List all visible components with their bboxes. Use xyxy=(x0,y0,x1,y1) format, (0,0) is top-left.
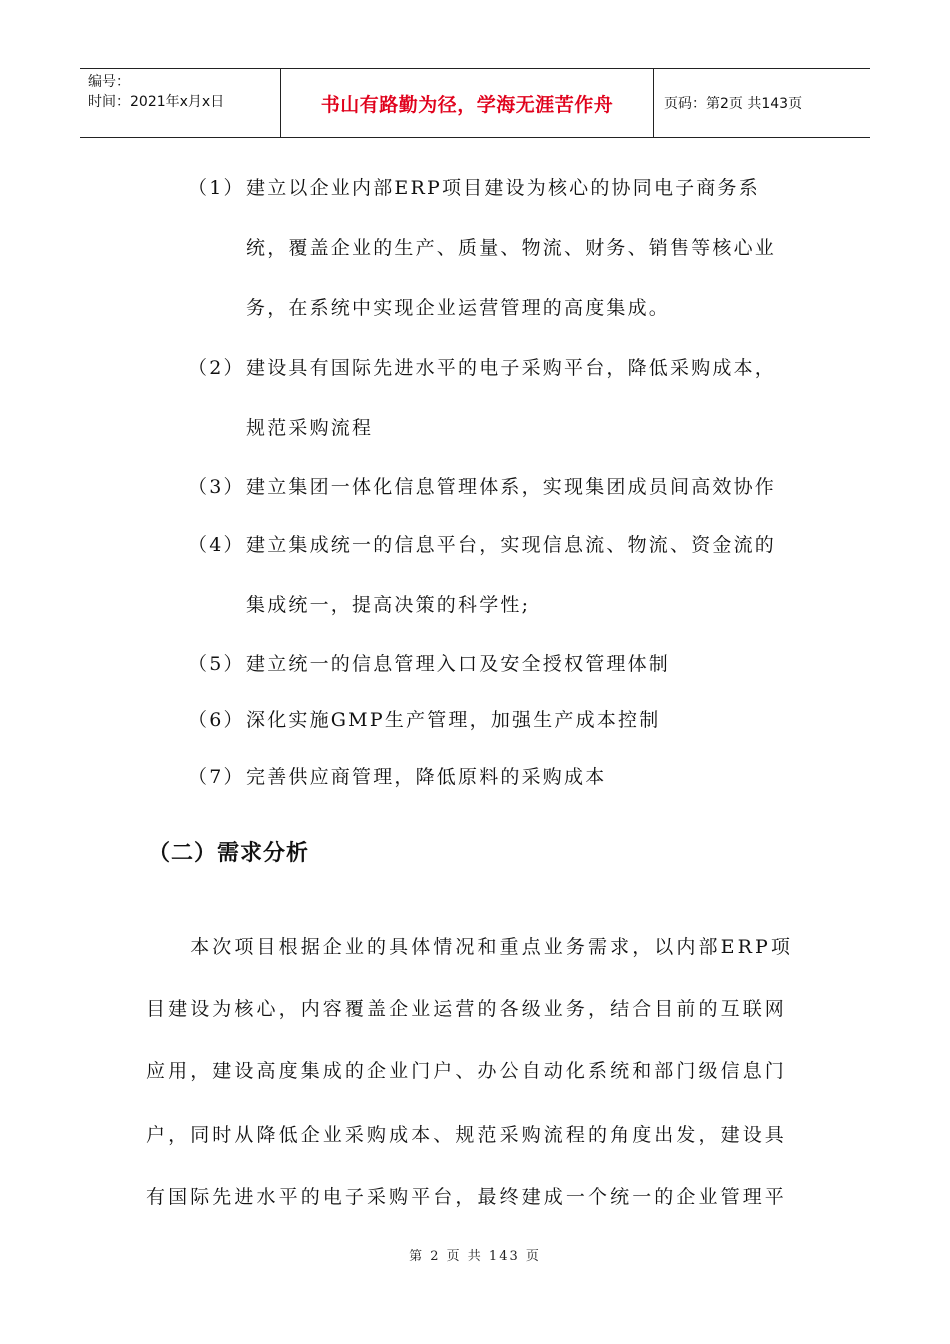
list-item-number: （3） xyxy=(188,476,245,498)
list-item-number: （1） xyxy=(188,177,245,199)
list-item-text: 建设具有国际先进水平的电子采购平台，降低采购成本， xyxy=(246,357,777,379)
header-motto: 书山有路勤为径，学海无涯苦作舟 xyxy=(281,69,654,137)
list-item-text: 集成统一，提高决策的科学性; xyxy=(246,594,531,616)
header-page-code: 页码：第2页 共143页 xyxy=(664,96,803,112)
paragraph-line: 目建设为核心，内容覆盖企业运营的各级业务，结合目前的互联网 xyxy=(146,998,787,1020)
paragraph-line: 应用，建设高度集成的企业门户、办公自动化系统和部门级信息门 xyxy=(146,1060,787,1082)
header-meta xyxy=(80,69,281,137)
list-item-text: 建立集成统一的信息平台，实现信息流、物流、资金流的 xyxy=(246,534,777,556)
list-item-text: 深化实施GMP生产管理，加强生产成本控制 xyxy=(246,709,661,731)
list-item-number: （7） xyxy=(188,766,245,788)
list-item-number: （5） xyxy=(188,653,245,675)
list-item-text: 建立集团一体化信息管理体系，实现集团成员间高效协作 xyxy=(246,476,777,498)
paragraph-line: 有国际先进水平的电子采购平台，最终建成一个统一的企业管理平 xyxy=(146,1186,787,1208)
list-item-text: 务，在系统中实现企业运营管理的高度集成。 xyxy=(246,297,671,319)
paragraph-line: 户，同时从降低企业采购成本、规范采购流程的角度出发，建设具 xyxy=(146,1124,787,1146)
section-heading: （二）需求分析 xyxy=(148,841,310,866)
document-number-label: 编号： xyxy=(88,74,130,90)
page-footer: 第 2 页 共 143 页 xyxy=(409,1249,541,1264)
list-item-number: （4） xyxy=(188,534,245,556)
page-header xyxy=(80,68,870,138)
document-time: 时间：2021年x月x日 xyxy=(88,94,225,110)
list-item-text: 建立以企业内部ERP项目建设为核心的协同电子商务系 xyxy=(246,177,760,199)
list-item-text: 完善供应商管理，降低原料的采购成本 xyxy=(246,766,607,788)
list-item-number: （2） xyxy=(188,357,245,379)
list-item-text: 建立统一的信息管理入口及安全授权管理体制 xyxy=(246,653,671,675)
list-item-text: 统，覆盖企业的生产、质量、物流、财务、销售等核心业 xyxy=(246,237,777,259)
list-item-text: 规范采购流程 xyxy=(246,417,374,439)
paragraph-line: 本次项目根据企业的具体情况和重点业务需求，以内部ERP项 xyxy=(146,936,793,958)
list-item-number: （6） xyxy=(188,709,245,731)
